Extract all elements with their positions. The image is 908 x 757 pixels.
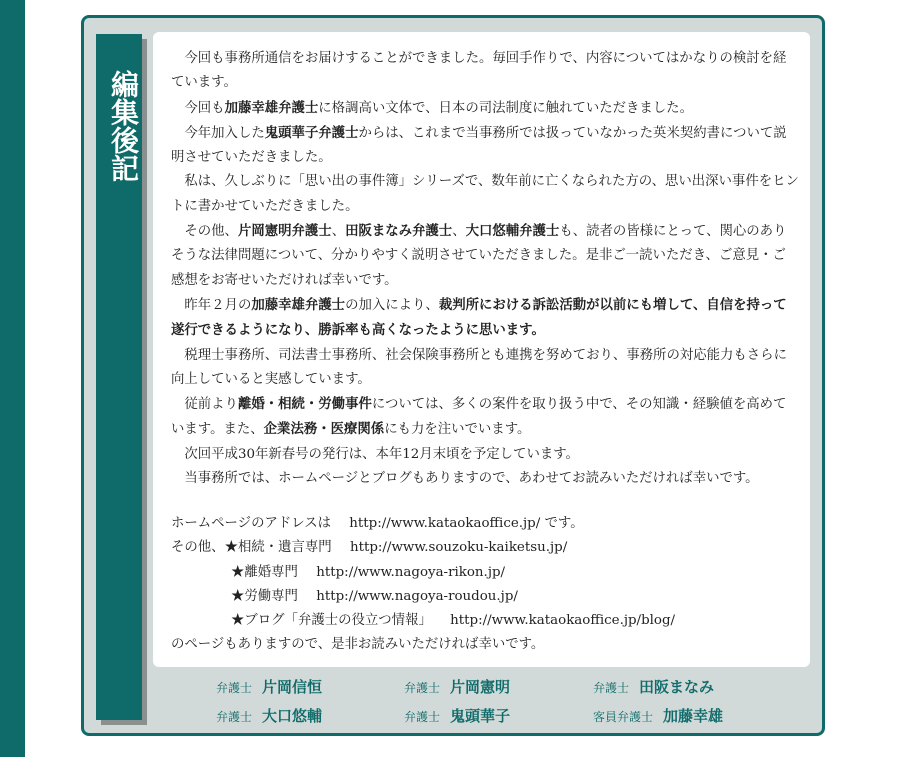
lawyer-name: 大口悠輔	[262, 707, 323, 725]
emphasized-text: 鬼頭華子弁護士	[264, 124, 359, 141]
emphasized-text: 大口悠輔弁護士	[465, 223, 560, 240]
afterword-paragraph	[171, 344, 799, 393]
homepage-line	[171, 512, 799, 536]
emphasized-text: 加藤幸雄弁護士	[224, 99, 319, 116]
paragraph-text: 、	[452, 224, 466, 240]
title-tab	[96, 34, 142, 720]
other-link-label: ★離婚専門	[231, 564, 298, 580]
paragraph-text: からは、これまで当事務所では扱っていなかった英米契約書について説明させていただきました。	[171, 125, 787, 166]
paragraph-text: 税理士事務所、司法書士事務所、社会保険事務所とも連携を努めており、事務所の対応能力もさらに向上していると実感しています。	[171, 347, 787, 387]
other-link-row	[171, 561, 799, 585]
paragraph-text: 従前より	[184, 397, 238, 413]
paragraph-text: 昨年２月の	[184, 297, 252, 313]
paragraph-text: 今年加入した	[184, 125, 265, 141]
lawyer-name: 加藤幸雄	[663, 707, 724, 725]
emphasized-text: 裁判所における訴訟活動が以前にも増して、自信を持って遂行できるようになり、勝訴率も高くなったように思います。	[171, 296, 787, 339]
other-link-row	[171, 536, 799, 560]
homepage-prefix: ホームページのアドレスは	[171, 516, 332, 531]
lawyer-role: 客員弁護士	[593, 710, 654, 724]
paragraph-text: 当事務所では、ホームページとブログもありますので、あわせてお読みいただければ幸いです。	[184, 471, 759, 487]
other-link-row	[171, 585, 799, 609]
afterword-paragraph	[171, 392, 799, 443]
afterword-paragraph	[171, 47, 799, 96]
afterword-paragraph	[171, 170, 799, 219]
other-link-label: ★相続・遺言専門	[224, 540, 332, 556]
links-section	[171, 512, 799, 658]
lawyer-role: 弁護士	[216, 681, 253, 695]
lawyer-role: 弁護士	[216, 710, 253, 724]
lawyer-entry	[216, 676, 322, 697]
afterword-paragraph	[171, 443, 799, 467]
paragraph-text: 、	[331, 224, 346, 240]
paragraph-text: にも力を注いでいます。	[384, 422, 531, 438]
lawyer-name: 田阪まなみ	[639, 678, 715, 696]
afterword-body	[171, 47, 799, 491]
lawyer-role: 弁護士	[404, 710, 441, 724]
lawyer-entry	[404, 676, 510, 697]
emphasized-text: 片岡憲明弁護士	[237, 223, 332, 240]
other-link-label: ★ブログ「弁護士の役立つ情報」	[231, 613, 432, 629]
emphasized-text: 加藤幸雄弁護士	[251, 296, 346, 313]
homepage-suffix: です。	[544, 516, 584, 531]
paragraph-text: 私は、久しぶりに「思い出の事件簿」シリーズで、数年前に亡くなられた方の、思い出深い事件をヒントに書かせていただきました。	[171, 174, 799, 214]
homepage-link[interactable]: http://www.kataokaoffice.jp/	[349, 516, 541, 531]
other-link-url[interactable]: http://www.nagoya-roudou.jp/	[316, 588, 518, 604]
paragraph-text: に格調高い文体で、日本の司法制度に触れていただきました。	[318, 100, 693, 116]
lawyer-name: 片岡信恒	[262, 678, 323, 696]
afterword-paragraph	[171, 467, 799, 491]
lawyer-entry	[593, 676, 714, 697]
emphasized-text: 企業法務・医療関係	[263, 421, 385, 438]
afterword-paragraph	[171, 96, 799, 121]
other-link-url[interactable]: http://www.nagoya-rikon.jp/	[316, 564, 506, 580]
paragraph-text: については、多くの案件を取り扱う中で、その知識・経験値を高めています。また、	[171, 397, 787, 438]
afterword-paragraph	[171, 219, 799, 293]
other-link-url[interactable]: http://www.souzoku-kaiketsu.jp/	[349, 540, 568, 556]
emphasized-text: 田阪まなみ弁護士	[345, 223, 453, 240]
lawyer-name: 鬼頭華子	[450, 707, 511, 725]
paragraph-text: の加入により、	[345, 297, 439, 313]
paragraph-text: も、読者の皆様にとって、関心のありそうな法律問題について、分かりやすく説明させていただきました。是非ご一読いただき、ご意見・ご感想をお寄せいただければ幸いです。	[171, 224, 787, 288]
others-lead: その他、	[171, 540, 225, 556]
lawyer-name: 片岡憲明	[450, 678, 511, 696]
afterword-paragraph	[171, 121, 799, 171]
lawyer-entry	[216, 705, 322, 726]
paragraph-text: 次回平成30年新春号の発行は、本年12月末頃を予定しています。	[184, 446, 579, 462]
lawyer-role: 弁護士	[593, 681, 630, 695]
lawyer-entry	[404, 705, 510, 726]
emphasized-text: 離婚・相続・労働事件	[237, 396, 372, 413]
other-link-row	[171, 609, 799, 633]
lawyer-role: 弁護士	[404, 681, 441, 695]
lawyer-entry	[593, 705, 723, 726]
other-link-label: ★労働専門	[231, 588, 298, 604]
left-accent-strip	[0, 0, 25, 757]
afterword-paragraph	[171, 293, 799, 344]
page-title: 編集後記	[107, 70, 140, 182]
paragraph-text: その他、	[184, 224, 238, 240]
paragraph-text: 今回も	[184, 100, 225, 116]
other-link-url[interactable]: http://www.kataokaoffice.jp/blog/	[450, 613, 676, 629]
closing-line: のページもありますので、是非お読みいただければ幸いです。	[171, 637, 545, 653]
paragraph-text: 今回も事務所通信をお届けすることができました。毎回手作りで、内容についてはかなりの検討を経ています。	[171, 51, 787, 91]
